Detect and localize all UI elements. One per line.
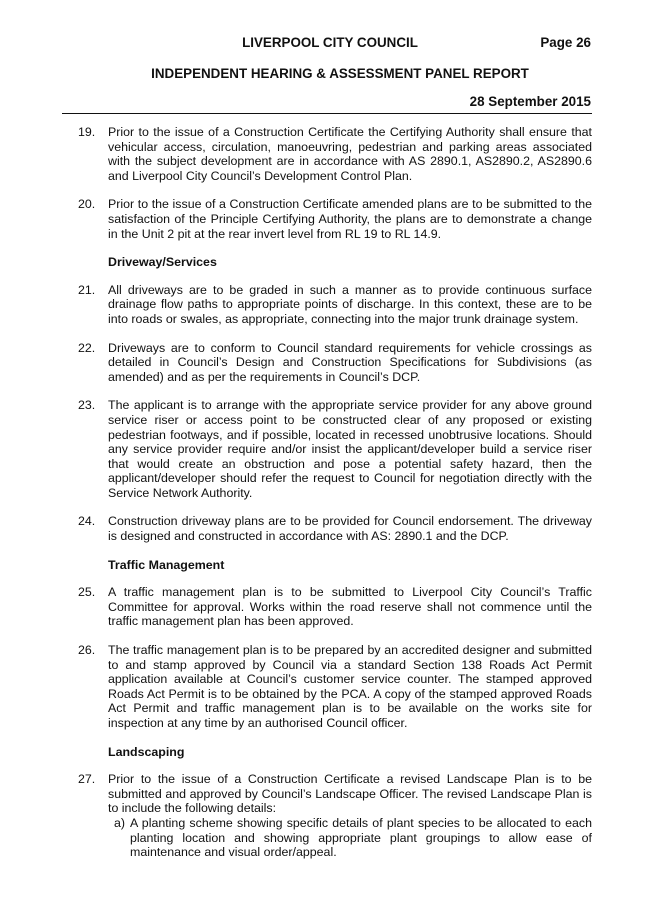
condition-text-block (108, 772, 592, 860)
section-heading: Traffic Management (108, 557, 225, 572)
condition-item (78, 125, 592, 183)
report-title: INDEPENDENT HEARING & ASSESSMENT PANEL REPORT (151, 66, 529, 81)
condition-text: Prior to the issue of a Construction Certificate the Certifying Authority shall ensure that vehicular access, circulation, manoeuvring, pedestrian and parking areas associated with the subject development are in accordance with AS 2890.1, AS2890.2, AS2890.6 and Liverpool City Council’s Development Control Plan. (108, 125, 592, 183)
condition-text-block (108, 398, 592, 500)
section-heading: Landscaping (108, 744, 185, 759)
condition-item (78, 197, 592, 241)
condition-item (78, 398, 592, 500)
condition-text: The applicant is to arrange with the appropriate service provider for any above ground service riser or access point to be constructed clear of any proposed or existing pedestrian footways, and if possible, located in recessed unobtrusive locations. Should any service provider require and/or insist the applicant/developer build a service riser that would create an obstruction and pose a potential safety hazard, then the applicant/developer should refer the request to Council for negotiation directly with the Service Network Authority. (108, 398, 592, 500)
condition-text: All driveways are to be graded in such a manner as to provide continuous surface drainage flow paths to appropriate points of discharge. In this context, these are to be into roads or swales, as appropriate, connecting into the major trunk drainage system. (108, 282, 592, 326)
condition-item (78, 643, 592, 731)
condition-text-block (108, 585, 592, 629)
section-heading: Driveway/Services (108, 255, 217, 270)
condition-text-block (108, 341, 592, 385)
condition-number: 21. (78, 282, 96, 297)
condition-text: Driveways are to conform to Council standard requirements for vehicle crossings as detailed in Council’s Design and Construction Specifications for Subdivisions (as amended) and as per the requirements in Council’s DCP. (108, 340, 592, 384)
condition-number: 27. (78, 772, 96, 787)
page-number: Page 26 (540, 35, 591, 50)
condition-number: 26. (78, 643, 96, 658)
condition-item (78, 772, 592, 860)
header-divider (62, 113, 592, 114)
condition-text-block (108, 643, 592, 731)
condition-number: 23. (78, 398, 96, 413)
council-name: LIVERPOOL CITY COUNCIL (242, 35, 418, 50)
condition-item (78, 585, 592, 629)
condition-number: 24. (78, 514, 96, 529)
conditions-list (78, 125, 592, 874)
condition-item (78, 514, 592, 543)
sub-item-label: a) (114, 815, 126, 830)
condition-text-block (108, 514, 592, 543)
condition-text: Prior to the issue of a Construction Certificate amended plans are to be submitted to the satisfaction of the Principle Certifying Authority, the plans are to demonstrate a change in the Unit 2 pit at the rear invert level from RL 19 to RL 14.9. (108, 197, 592, 241)
condition-number: 22. (78, 340, 96, 355)
condition-number: 25. (78, 585, 96, 600)
condition-number: 20. (78, 197, 96, 212)
condition-item (78, 283, 592, 327)
sub-item (108, 816, 592, 860)
condition-text: Construction driveway plans are to be provided for Council endorsement. The driveway is designed and constructed in accordance with AS: 2890.1 and the DCP. (108, 514, 592, 544)
report-date: 28 September 2015 (469, 94, 591, 109)
condition-text: The traffic management plan is to be prepared by an accredited designer and submitted to and stamp approved by Council via a standard Section 138 Roads Act Permit application available at Council’s customer service counter. The stamped approved Roads Act Permit is to be obtained by the PCA. A copy of the stamped approved Roads Act Permit and traffic management plan is to be available on the works site for inspection at any time by an authorised Council officer. (108, 643, 592, 730)
condition-item (78, 341, 592, 385)
condition-text: Prior to the issue of a Construction Certificate a revised Landscape Plan is to be submitted and approved by Council’s Landscape Officer. The revised Landscape Plan is to include the following details: (108, 772, 592, 816)
condition-number: 19. (78, 125, 96, 139)
condition-text-block (108, 283, 592, 327)
condition-text-block (108, 197, 592, 241)
sub-item-text: A planting scheme showing specific details of plant species to be allocated to each planting location and showing appropriate plant groupings to allow ease of maintenance and visual order/appeal. (130, 815, 592, 860)
condition-text: A traffic management plan is to be submitted to Liverpool City Council’s Traffic Committee for approval. Works within the road reserve shall not commence until the traffic management plan has been approved. (108, 585, 592, 629)
condition-text-block (108, 125, 592, 183)
